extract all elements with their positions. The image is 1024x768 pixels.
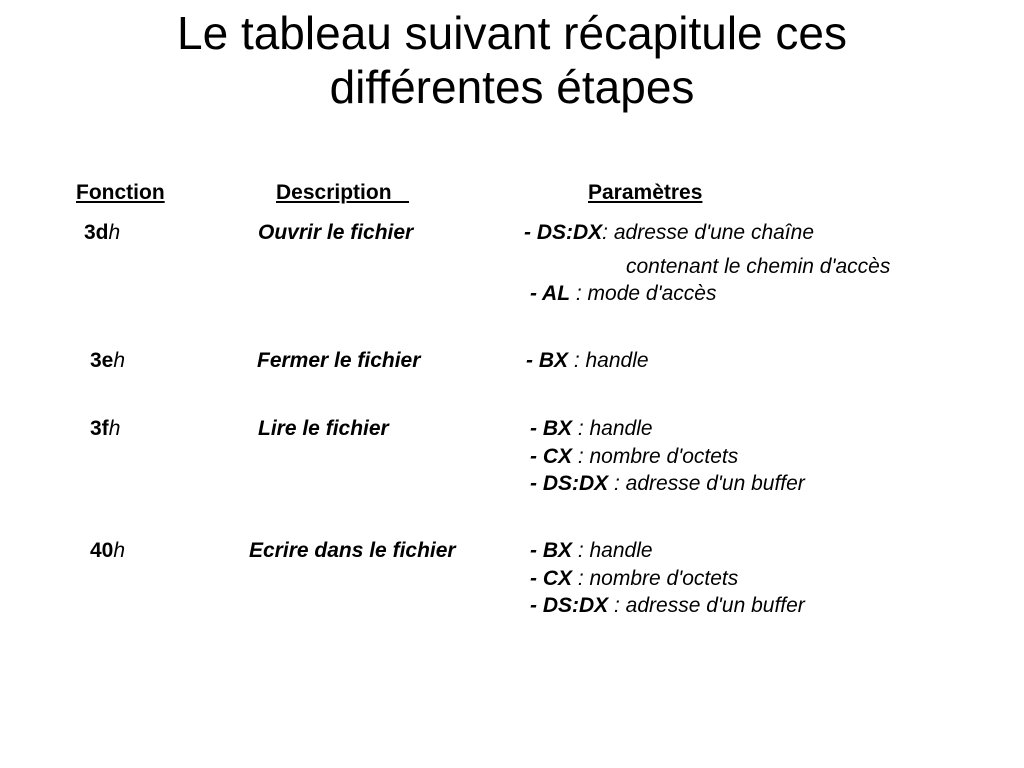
code-suffix: h (113, 539, 126, 562)
row-3-param-1 (530, 416, 653, 442)
param-text: : handle (568, 349, 649, 372)
row-3-description: Lire le fichier (258, 417, 389, 440)
slide-title-line-1: Le tableau suivant récapitule ces (177, 7, 847, 59)
row-1-param-2 (626, 254, 890, 280)
slide-title (0, 6, 1024, 114)
param-register: - BX (530, 539, 572, 562)
row-3-param-2 (530, 444, 738, 470)
param-text: : nombre d'octets (572, 567, 739, 590)
row-1-code (84, 220, 120, 246)
param-text: : mode d'accès (570, 282, 717, 305)
param-register: - DS:DX (524, 221, 603, 244)
param-register: - DS:DX (530, 472, 609, 495)
row-1-param-3 (530, 281, 716, 307)
param-text: : adresse d'une chaîne (602, 221, 814, 244)
param-register: - BX (530, 417, 572, 440)
code-number: 40 (90, 539, 114, 562)
row-4-description: Ecrire dans le fichier (249, 539, 456, 562)
row-1-description: Ouvrir le fichier (258, 221, 414, 244)
row-4-param-2 (530, 566, 738, 592)
param-text: : handle (572, 417, 653, 440)
param-text: : adresse d'un buffer (608, 472, 805, 495)
param-register: - CX (530, 445, 572, 468)
row-4-code (90, 538, 125, 564)
row-2-code (90, 348, 125, 374)
row-2-param-1 (526, 348, 649, 374)
code-number: 3f (90, 417, 109, 440)
code-number: 3e (90, 349, 114, 372)
row-3-param-3 (530, 471, 805, 497)
param-text: : adresse d'un buffer (608, 594, 805, 617)
param-register: - CX (530, 567, 572, 590)
param-text: : handle (572, 539, 653, 562)
code-suffix: h (113, 349, 126, 372)
param-register: - DS:DX (530, 594, 609, 617)
header-parametres: Paramètres (588, 181, 703, 204)
param-text: contenant le chemin d'accès (626, 255, 891, 278)
row-4-param-1 (530, 538, 653, 564)
param-register: - AL (530, 282, 571, 305)
header-description: Description (276, 181, 410, 204)
row-1-param-1 (524, 220, 814, 246)
code-number: 3d (84, 221, 109, 244)
row-4-param-3 (530, 593, 805, 619)
code-suffix: h (108, 417, 121, 440)
row-2-description: Fermer le fichier (257, 349, 421, 372)
header-fonction: Fonction (76, 181, 165, 204)
row-3-code (90, 416, 120, 442)
slide-title-line-2: différentes étapes (329, 61, 695, 113)
param-register: - BX (526, 349, 568, 372)
param-text: : nombre d'octets (572, 445, 739, 468)
code-suffix: h (108, 221, 121, 244)
